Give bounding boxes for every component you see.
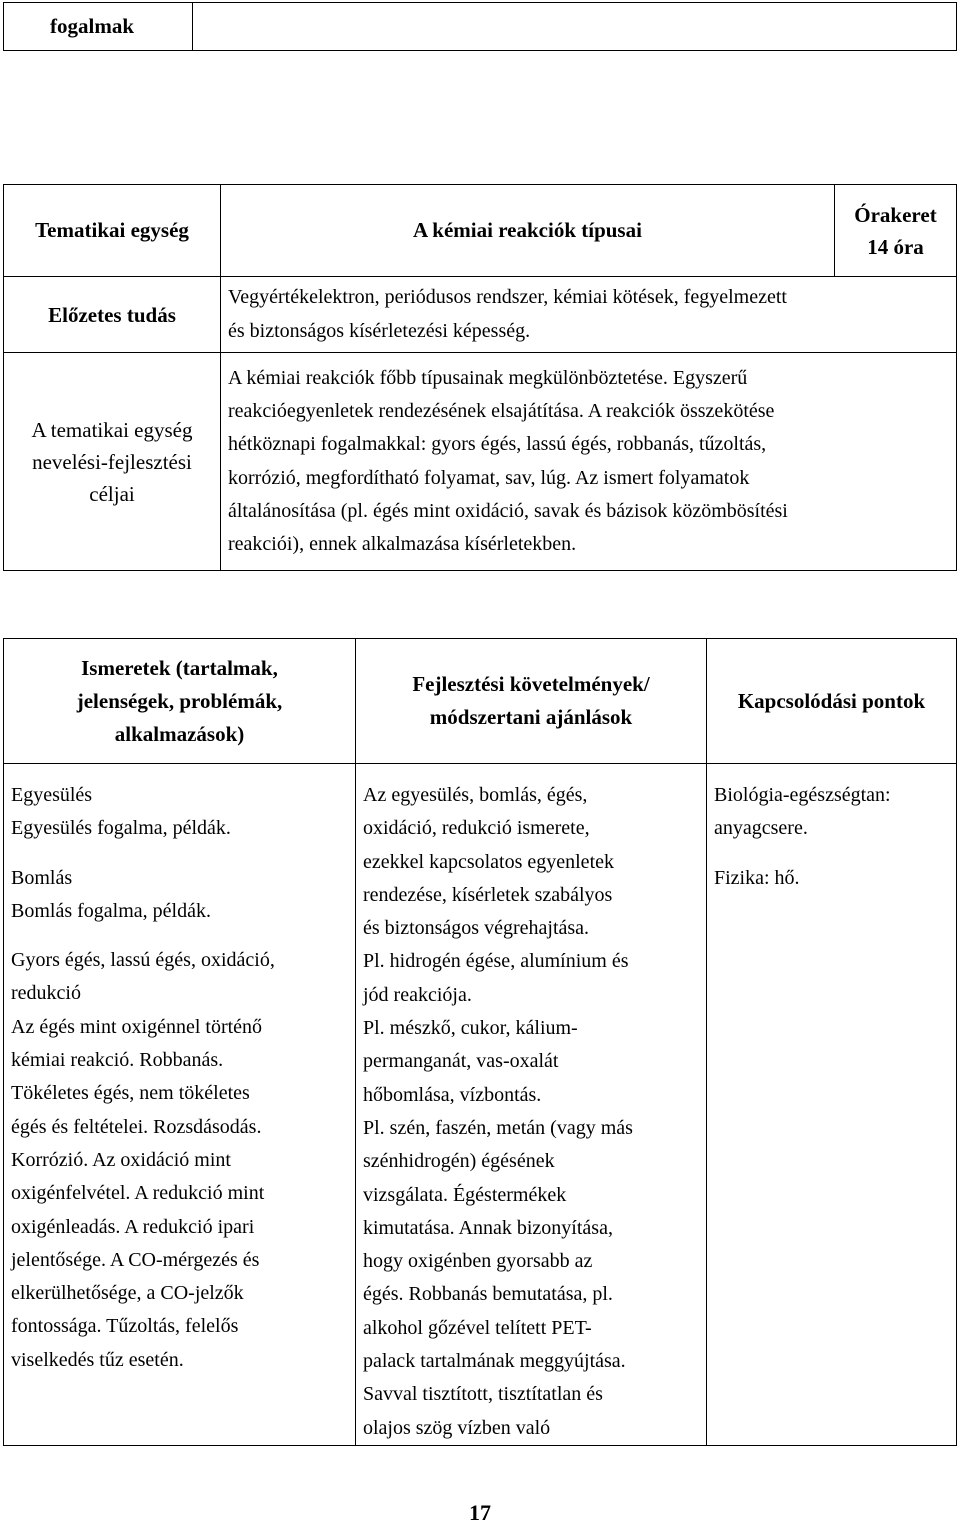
text-line: viselkedés tűz esetén. bbox=[11, 1348, 184, 1371]
prior-knowledge-text bbox=[221, 277, 957, 353]
text-line: Az egyesülés, bomlás, égés, bbox=[363, 784, 588, 806]
header-line: Kapcsolódási pontok bbox=[737, 688, 926, 713]
text-line: és biztonságos végrehajtása. bbox=[363, 917, 590, 940]
header-connections bbox=[707, 639, 957, 764]
text-line: Egyesülés fogalma, példák. bbox=[11, 817, 231, 840]
text-line: kémiai reakció. Robbanás. bbox=[11, 1049, 224, 1072]
text-line: jód reakciója. bbox=[363, 983, 472, 1006]
text-line: redukció bbox=[11, 982, 81, 1005]
text-line: korrózió, megfordítható folyamat, sav, lúg. Az ismert folyamatok bbox=[228, 466, 750, 489]
text-line: Bomlás bbox=[11, 866, 73, 889]
text-line: reakcióegyenletek rendezésének elsajátítása. A reakciók összekötése bbox=[228, 399, 775, 422]
text-line: hétköznapi fogalmakkal: gyors égés, lassú égés, robbanás, tűzoltás, bbox=[228, 433, 767, 456]
header-line: módszertani ajánlások bbox=[429, 705, 633, 729]
connections-cell bbox=[707, 764, 957, 1446]
text-line: Az égés mint oxigénnel történő bbox=[11, 1015, 263, 1038]
text-line: oxigénleadás. A redukció ipari bbox=[11, 1215, 255, 1238]
text-line: szénhidrogén) égésének bbox=[363, 1150, 555, 1173]
fogalmak-value bbox=[193, 3, 957, 51]
text-line: anyagcsere. bbox=[714, 817, 808, 840]
text-line: Gyors égés, lassú égés, oxidáció, bbox=[11, 949, 275, 972]
hours-value: 14 óra bbox=[867, 234, 924, 259]
text-line: égés és feltételei. Rozsdásodás. bbox=[11, 1115, 262, 1138]
text-line: vizsgálata. Égéstermékek bbox=[363, 1183, 567, 1206]
text-line: ezekkel kapcsolatos egyenletek bbox=[363, 850, 614, 873]
text-line: Tökéletes égés, nem tökéletes bbox=[11, 1082, 250, 1105]
label-line: nevelési-fejlesztési bbox=[32, 449, 192, 474]
text-line: Pl. mészkő, cukor, kálium- bbox=[363, 1017, 578, 1040]
text-line: A kémiai reakciók főbb típusainak megkülönböztetése. Egyszerű bbox=[228, 366, 748, 389]
hours-label: Órakeret bbox=[854, 202, 937, 227]
text-line: oxigénfelvétel. A redukció mint bbox=[11, 1182, 265, 1205]
requirements-cell bbox=[356, 764, 707, 1446]
text-line: alkohol gőzével telített PET- bbox=[363, 1316, 592, 1339]
text-line: fontossága. Tűzoltás, felelős bbox=[11, 1315, 239, 1338]
text-line: Savval tisztított, tisztítatlan és bbox=[363, 1383, 603, 1406]
text-line: jelentősége. A CO-mérgezés és bbox=[11, 1248, 260, 1271]
knowledge-cell bbox=[4, 764, 356, 1446]
prior-knowledge-label: Előzetes tudás bbox=[4, 277, 221, 353]
text-line: Pl. szén, faszén, metán (vagy más bbox=[363, 1116, 633, 1139]
text-block bbox=[11, 944, 349, 1377]
text-line: és biztonságos kísérletezési képesség. bbox=[228, 319, 531, 342]
header-line: jelenségek, problémák, bbox=[76, 688, 283, 713]
text-line: oxidáció, redukció ismerete, bbox=[363, 817, 590, 840]
text-block bbox=[11, 862, 349, 929]
unit-label: Tematikai egység bbox=[4, 185, 221, 277]
header-knowledge bbox=[4, 639, 356, 764]
text-line: Biológia-egészségtan: bbox=[714, 784, 891, 806]
text-block bbox=[714, 862, 950, 895]
text-line: Bomlás fogalma, példák. bbox=[11, 899, 211, 922]
text-line: Vegyértékelektron, periódusos rendszer, kémiai kötések, fegyelmezett bbox=[228, 286, 787, 309]
knowledge-content bbox=[4, 764, 355, 1377]
header-requirements bbox=[356, 639, 707, 764]
text-line: permanganát, vas-oxalát bbox=[363, 1050, 559, 1073]
content-table bbox=[3, 638, 957, 1446]
goals-label bbox=[4, 353, 221, 571]
text-line: reakciói), ennek alkalmazása kísérletekben. bbox=[228, 533, 577, 556]
requirements-content bbox=[356, 764, 706, 1445]
text-line: általánosítása (pl. égés mint oxidáció, savak és bázisok közömbösítési bbox=[228, 499, 788, 522]
text-line: olajos szög vízben való bbox=[363, 1416, 551, 1439]
header-line: alkalmazások) bbox=[114, 721, 245, 746]
text-line: rendezése, kísérletek szabályos bbox=[363, 883, 613, 906]
goals-text bbox=[221, 353, 957, 571]
text-line: elkerülhetősége, a CO-jelzők bbox=[11, 1282, 244, 1305]
hours-cell bbox=[835, 185, 957, 277]
header-line: Ismeretek (tartalmak, bbox=[81, 655, 278, 680]
fogalmak-row-table bbox=[3, 2, 957, 51]
unit-title: A kémiai reakciók típusai bbox=[221, 185, 835, 277]
connections-content bbox=[707, 764, 956, 895]
header-line: Fejlesztési követelmények/ bbox=[412, 672, 650, 696]
text-line: hogy oxigénben gyorsabb az bbox=[363, 1250, 593, 1273]
text-line: Korrózió. Az oxidáció mint bbox=[11, 1148, 231, 1171]
text-line: palack tartalmának meggyújtása. bbox=[363, 1350, 626, 1373]
thematic-unit-table bbox=[3, 184, 957, 571]
text-line: égés. Robbanás bemutatása, pl. bbox=[363, 1283, 613, 1306]
page-number: 17 bbox=[469, 1500, 491, 1525]
text-block bbox=[714, 779, 950, 846]
text-line: kimutatása. Annak bizonyítása, bbox=[363, 1216, 613, 1239]
label-line: A tematikai egység bbox=[31, 417, 193, 442]
text-line: Fizika: hő. bbox=[714, 866, 800, 889]
text-line: Egyesülés bbox=[11, 784, 93, 806]
label-line: céljai bbox=[89, 481, 135, 506]
text-line: hőbomlása, vízbontás. bbox=[363, 1083, 542, 1106]
fogalmak-label: fogalmak bbox=[4, 3, 193, 51]
text-line: Pl. hidrogén égése, alumínium és bbox=[363, 950, 629, 973]
text-block bbox=[11, 779, 349, 846]
